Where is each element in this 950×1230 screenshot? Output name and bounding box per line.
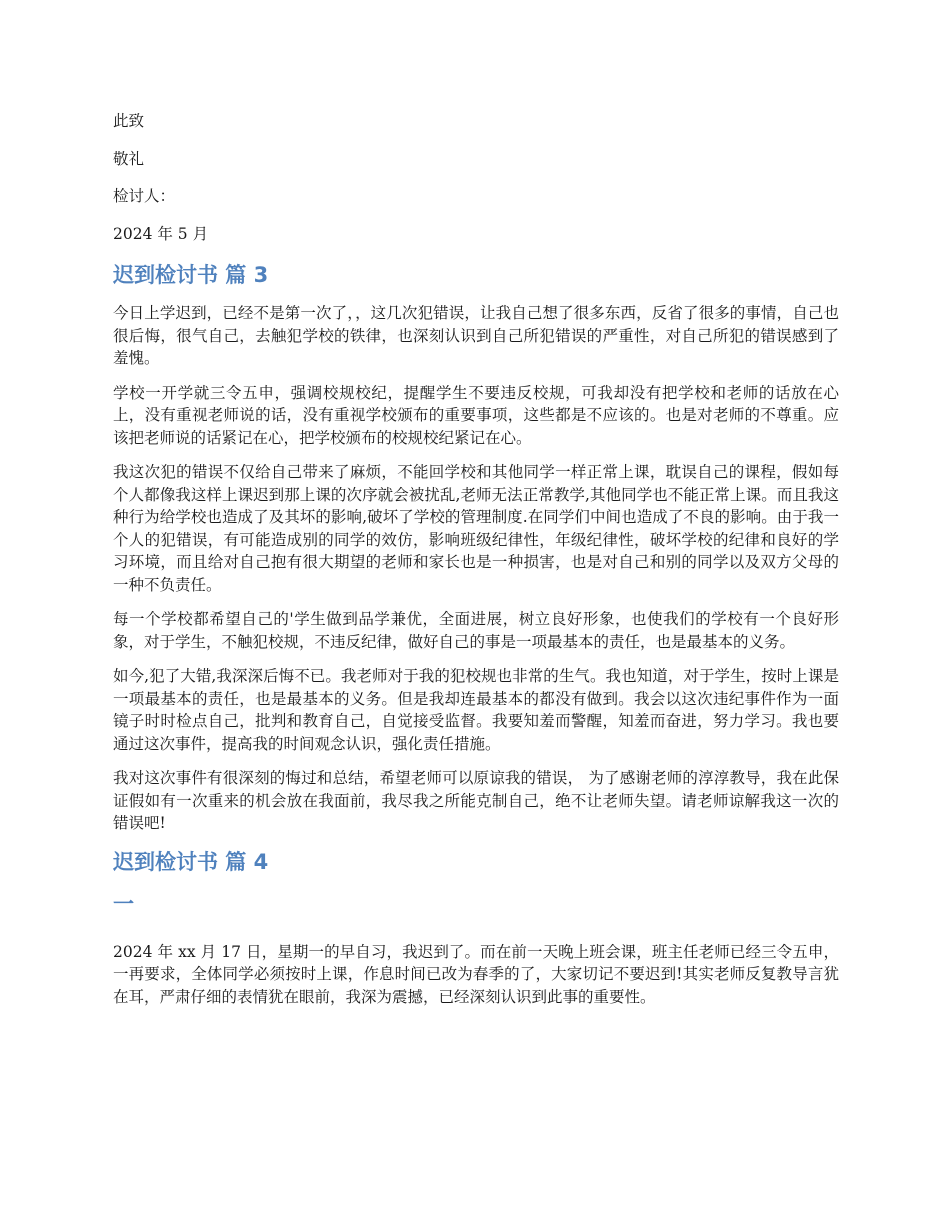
- letter-closing: [113, 110, 839, 245]
- paragraph: 2024 年 xx 月 17 日，星期一的早自习，我迟到了。而在前一天晚上班会课，班主任老师已经三令五申，一再要求，全体同学必须按时上课，作息时间已改为春季的了，大家切记不要迟到!其实老师反复教导言犹在耳，严肃仔细的表情犹在眼前，我深为震撼，已经深刻认识到此事的重要性。: [113, 942, 839, 1006]
- section-3-heading: 迟到检讨书 篇 3: [113, 263, 269, 287]
- section-4-heading: 迟到检讨书 篇 4: [113, 849, 269, 874]
- paragraph: 学校一开学就三令五申，强调校规校纪，提醒学生不要违反校规，可我却没有把学校和老师的话放在心上，没有重视老师说的话，没有重视学校颁布的重要事项，这些都是不应该的。也是对老师的不尊重。应该把老师说的话紧记在心，把学校颁布的校规校纪紧记在心。: [113, 383, 839, 447]
- paragraph: 今日上学迟到，已经不是第一次了，，这几次犯错误，让我自己想了很多东西，反省了很多的事情，自己也很后悔，很气自己，去触犯学校的铁律，也深刻认识到自己所犯错误的严重性，对自己所犯的错误感到了羞愧。: [113, 304, 839, 367]
- paragraph: 每一个学校都希望自己的'学生做到品学兼优，全面进展，树立良好形象，也使我们的学校有一个良好形象，对于学生，不触犯校规，不违反纪律，做好自己的事是一项最基本的责任，也是最基本的义务。: [113, 610, 839, 651]
- closing-signer: 检讨人：: [113, 187, 176, 205]
- paragraph: 如今,犯了大错,我深深后悔不已。我老师对于我的犯校规也非常的生气。我也知道，对于学生，按时上课是一项最基本的责任，也是最基本的义务。但是我却连最基本的都没有做到。我会以这次违纪事件作为一面镜子时时检点自己，批判和教育自己，自觉接受监督。我要知羞而警醒，知羞而奋进，努力学习。我也要通过这次事件，提高我的时间观念认识，强化责任措施。: [113, 667, 839, 753]
- section-4-subheading: 一: [113, 891, 134, 916]
- section-3-body: [113, 302, 839, 835]
- section-4-body: [113, 941, 839, 1009]
- closing-respect: 敬礼: [113, 149, 145, 168]
- paragraph: 我这次犯的错误不仅给自己带来了麻烦，不能回学校和其他同学一样正常上课，耽误自己的课程，假如每个人都像我这样上课迟到那上课的次序就会被扰乱,老师无法正常教学,其他同学也不能正常上课。而且我这种行为给学校也造成了及其坏的影响,破坏了学校的管理制度.在同学们中间也造成了不良的影响。由于我一个人的犯错误，有可能造成别的同学的效仿，影响班级纪律性，年级纪律性，破坏学校的纪律和良好的学习环境，而且给对自己抱有很大期望的老师和家长也是一种损害，也是对自己和别的同学以及双方父母的一种不负责任。: [113, 463, 839, 594]
- document-page: [113, 110, 839, 1020]
- paragraph: 我对这次事件有很深刻的悔过和总结，希望老师可以原谅我的错误， 为了感谢老师的淳淳教导，我在此保证假如有一次重来的机会放在我面前，我尽我之所能克制自己，绝不让老师失望。请老师谅解我这一次的错误吧!: [113, 769, 839, 832]
- closing-date: 2024 年 5 月: [113, 224, 209, 243]
- closing-salutation: 此致: [113, 112, 145, 130]
